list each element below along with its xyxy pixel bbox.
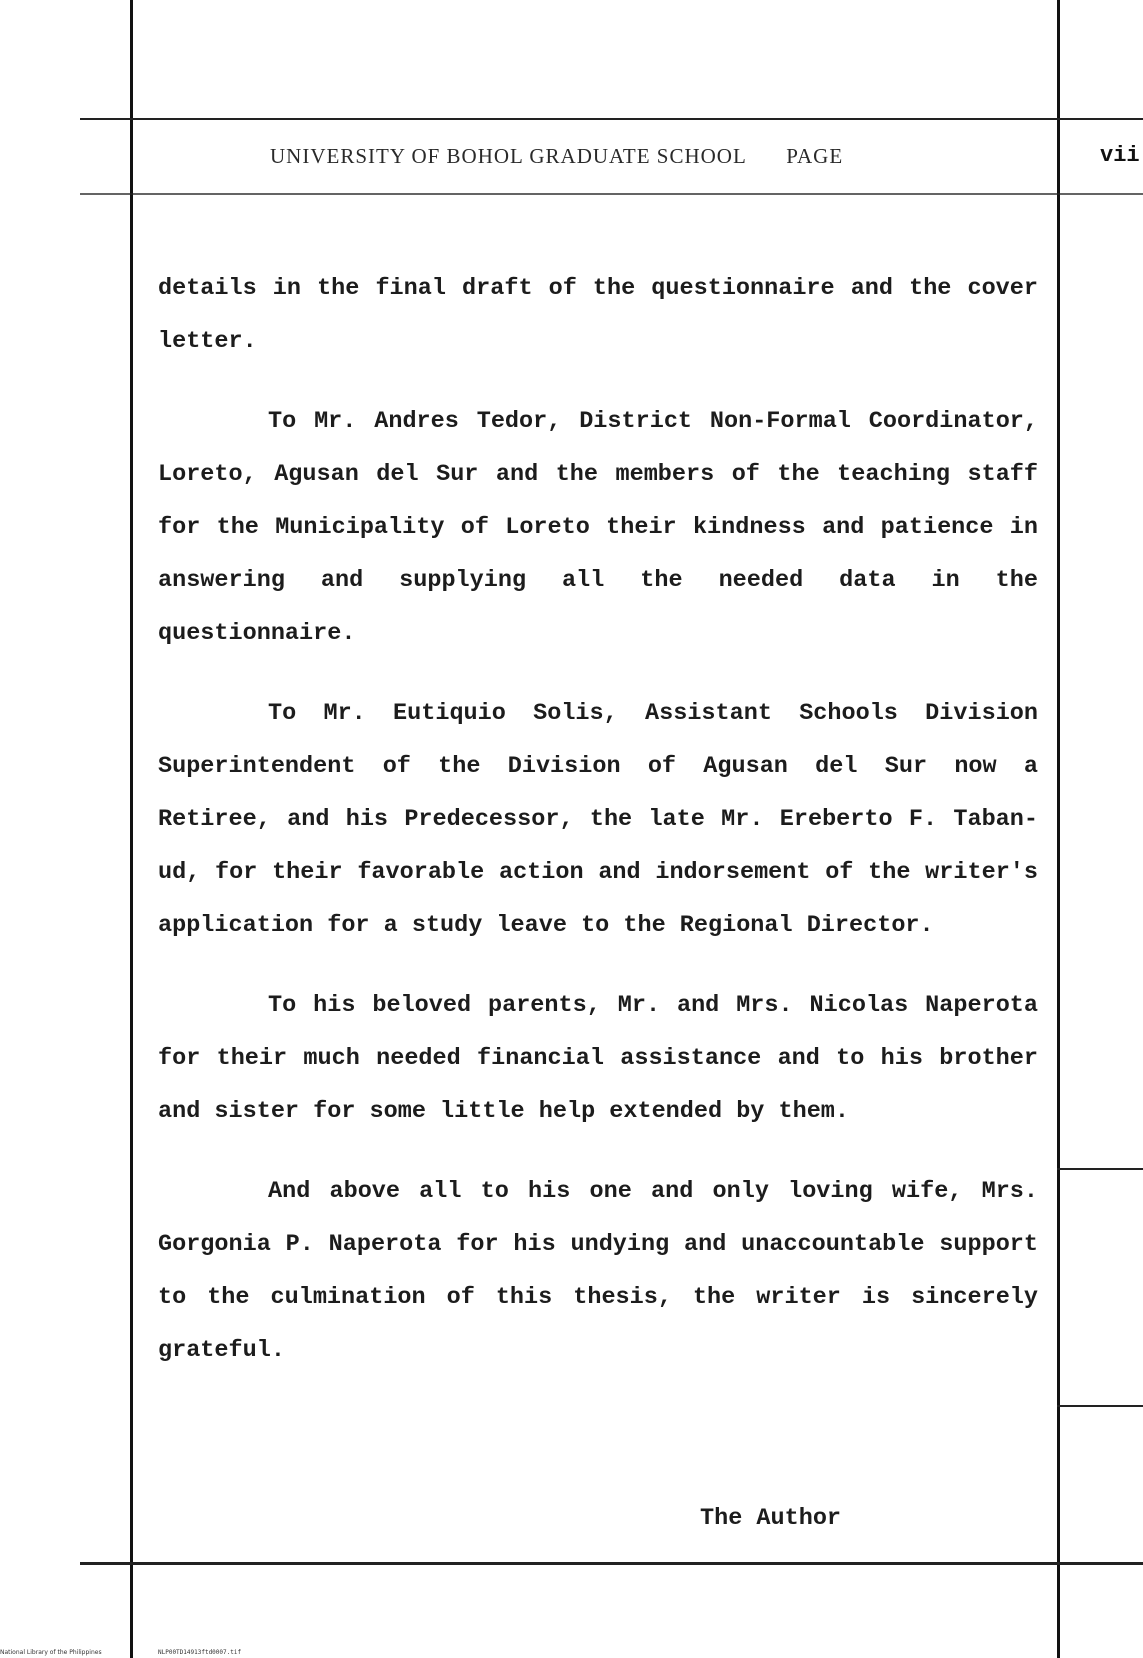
page-number: vii xyxy=(1100,143,1140,168)
header-bottom-rule xyxy=(80,193,1143,195)
paragraph-2: To Mr. Andres Tedor, District Non-Formal Coordinator, Loreto, Agusan del Sur and the members of the teaching staff for the Municipality of Loreto their kindness and patience in answering and supplying all the needed data in the questionnaire. xyxy=(158,408,1038,647)
right-edge-tick-1 xyxy=(1057,1168,1143,1170)
library-credit: National Library of the Philippines xyxy=(0,1649,102,1656)
paragraph-5: And above all to his one and only loving wife, Mrs. Gorgonia P. Naperota for his undying and unaccountable support to the culmination of this thesis, the writer is sincerely grateful. xyxy=(158,1178,1038,1364)
right-margin-line xyxy=(1057,0,1060,1658)
signature: The Author xyxy=(700,1505,842,1532)
paragraph-3: To Mr. Eutiquio Solis, Assistant Schools Division Superintendent of the Division of Agusan del Sur now a Retiree, and his Predecessor, the late Mr. Ereberto F. Taban-ud, for their favorable action and indorsement of the writer's application for a study leave to the Regional Director. xyxy=(158,700,1038,939)
footer-rule xyxy=(80,1562,1143,1565)
school-name: UNIVERSITY OF BOHOL GRADUATE SCHOOL xyxy=(270,144,746,168)
header-top-rule xyxy=(80,118,1143,120)
paragraph-4: To his beloved parents, Mr. and Mrs. Nicolas Naperota for their much needed financial assistance and to his brother and sister for some little help extended by them. xyxy=(158,992,1038,1125)
paragraph-1: details in the final draft of the questionnaire and the cover letter. xyxy=(158,275,1038,355)
left-margin-line xyxy=(130,0,133,1658)
right-edge-tick-2 xyxy=(1057,1405,1143,1407)
scan-filename: NLP00TD14913ftd0007.tif xyxy=(158,1649,242,1656)
page-header xyxy=(270,144,843,169)
page-label: PAGE xyxy=(786,144,844,168)
acknowledgment-body xyxy=(158,262,1038,1404)
